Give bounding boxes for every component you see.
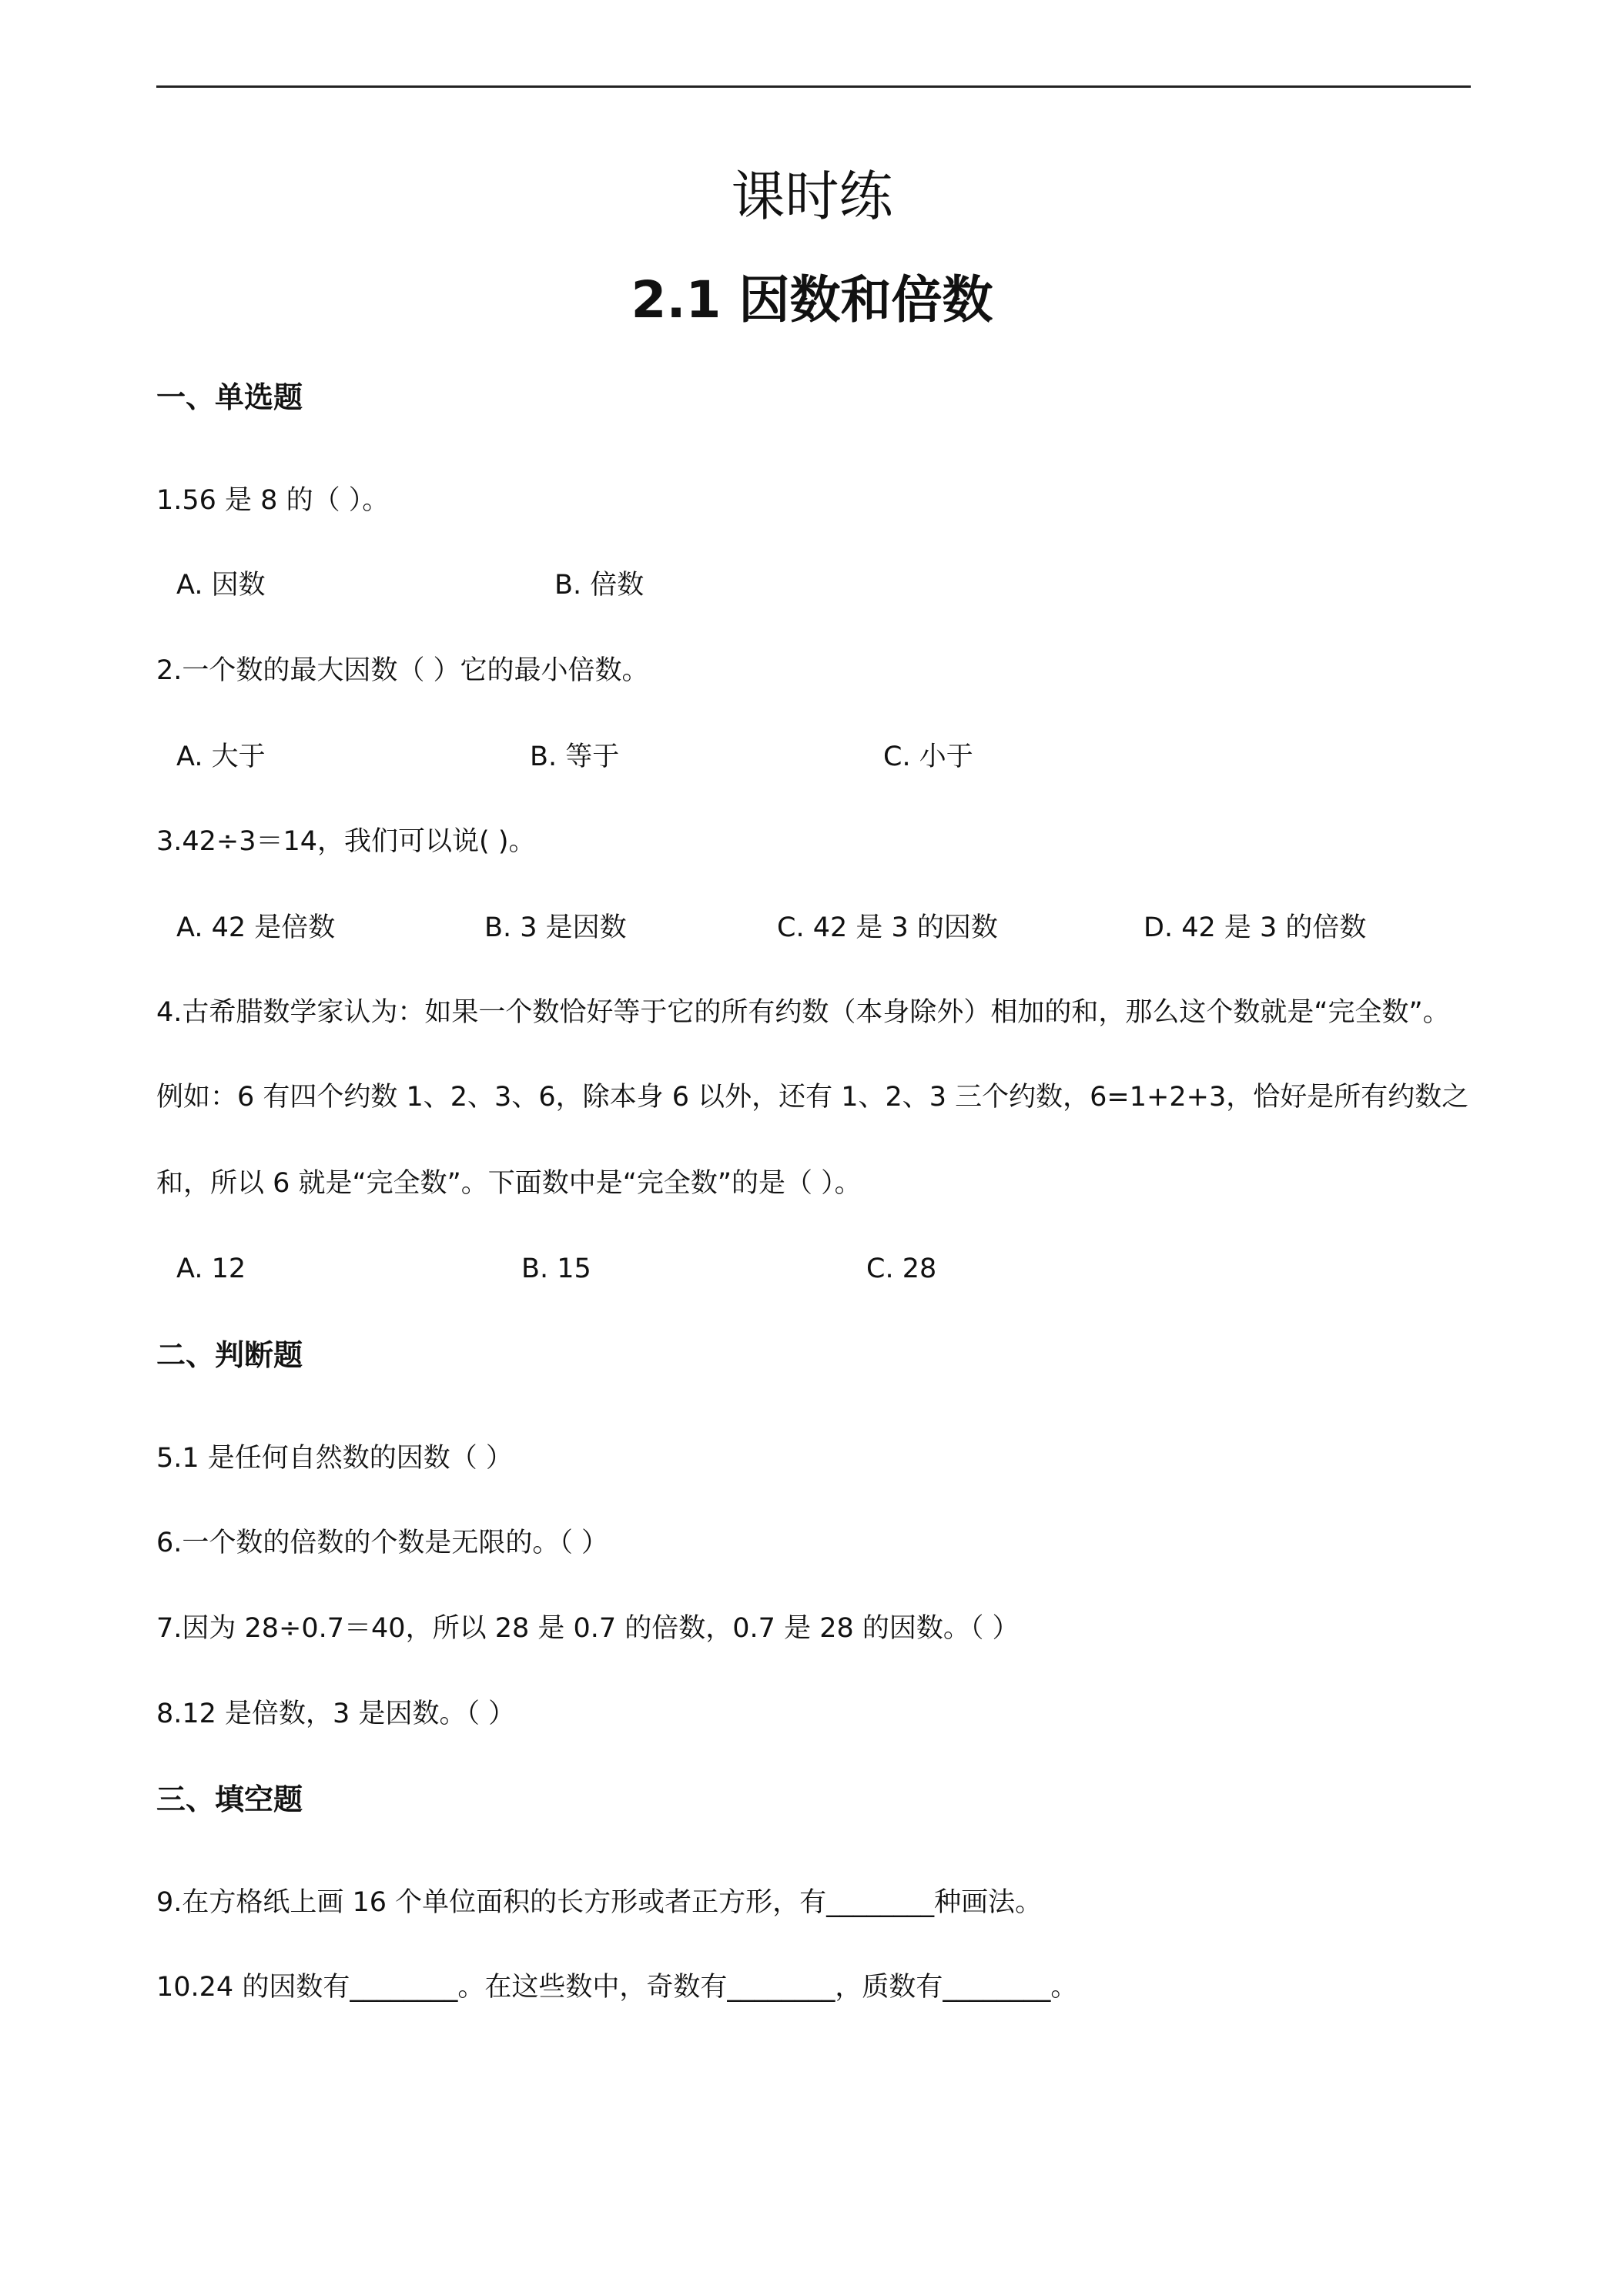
question-5-text: 5.1 是任何自然数的因数（ ）: [156, 1443, 513, 1474]
question-3-text: 3.42÷3＝14，我们可以说( )。: [156, 826, 536, 857]
section-heading-fill-in: 三、填空题: [156, 1782, 303, 1816]
question-3-option-c[interactable]: C. 42 是 3 的因数: [777, 912, 998, 943]
question-1-text: 1.56 是 8 的（ ）。: [156, 485, 390, 516]
question-2-option-c[interactable]: C. 小于: [883, 741, 973, 772]
question-4-option-b[interactable]: B. 15: [521, 1253, 591, 1284]
question-4-option-c[interactable]: C. 28: [866, 1253, 937, 1284]
question-2-option-a[interactable]: A. 大于: [176, 741, 266, 772]
section-heading-true-false: 二、判断题: [156, 1338, 303, 1372]
question-6-text: 6.一个数的倍数的个数是无限的。（ ）: [156, 1528, 609, 1558]
question-4-text-line-1: 4.古希腊数学家认为：如果一个数恰好等于它的所有约数（本身除外）相加的和，那么这个数就是“完全数”。: [156, 997, 1450, 1028]
question-2-text: 2.一个数的最大因数（ ）它的最小倍数。: [156, 655, 649, 686]
page-title: 课时练: [731, 165, 893, 228]
question-3-option-d[interactable]: D. 42 是 3 的倍数: [1143, 912, 1367, 943]
question-4-text-line-3: 和，所以 6 就是“完全数”。下面数中是“完全数”的是（ ）。: [156, 1168, 862, 1199]
question-4-option-a[interactable]: A. 12: [176, 1253, 246, 1284]
question-4-text-line-2: 例如：6 有四个约数 1、2、3、6，除本身 6 以外，还有 1、2、3 三个约数，6=1+2+3，恰好是所有约数之: [156, 1082, 1469, 1113]
page-subtitle: 2.1 因数和倍数: [631, 270, 993, 330]
question-8-text: 8.12 是倍数，3 是因数。（ ）: [156, 1699, 516, 1729]
question-2-option-b[interactable]: B. 等于: [530, 741, 620, 772]
header-rule: [156, 85, 1471, 88]
question-1-option-b[interactable]: B. 倍数: [554, 570, 645, 601]
section-heading-single-choice: 一、单选题: [156, 380, 303, 414]
question-3-option-a[interactable]: A. 42 是倍数: [176, 912, 336, 943]
question-10-text: 10.24 的因数有________。在这些数中，奇数有________，质数有________。: [156, 1972, 1078, 2003]
question-7-text: 7.因为 28÷0.7＝40，所以 28 是 0.7 的倍数，0.7 是 28 的因数。（ ）: [156, 1613, 1020, 1644]
question-3-option-b[interactable]: B. 3 是因数: [484, 912, 627, 943]
question-9-text: 9.在方格纸上画 16 个单位面积的长方形或者正方形，有________种画法。: [156, 1887, 1043, 1918]
question-1-option-a[interactable]: A. 因数: [176, 570, 266, 601]
